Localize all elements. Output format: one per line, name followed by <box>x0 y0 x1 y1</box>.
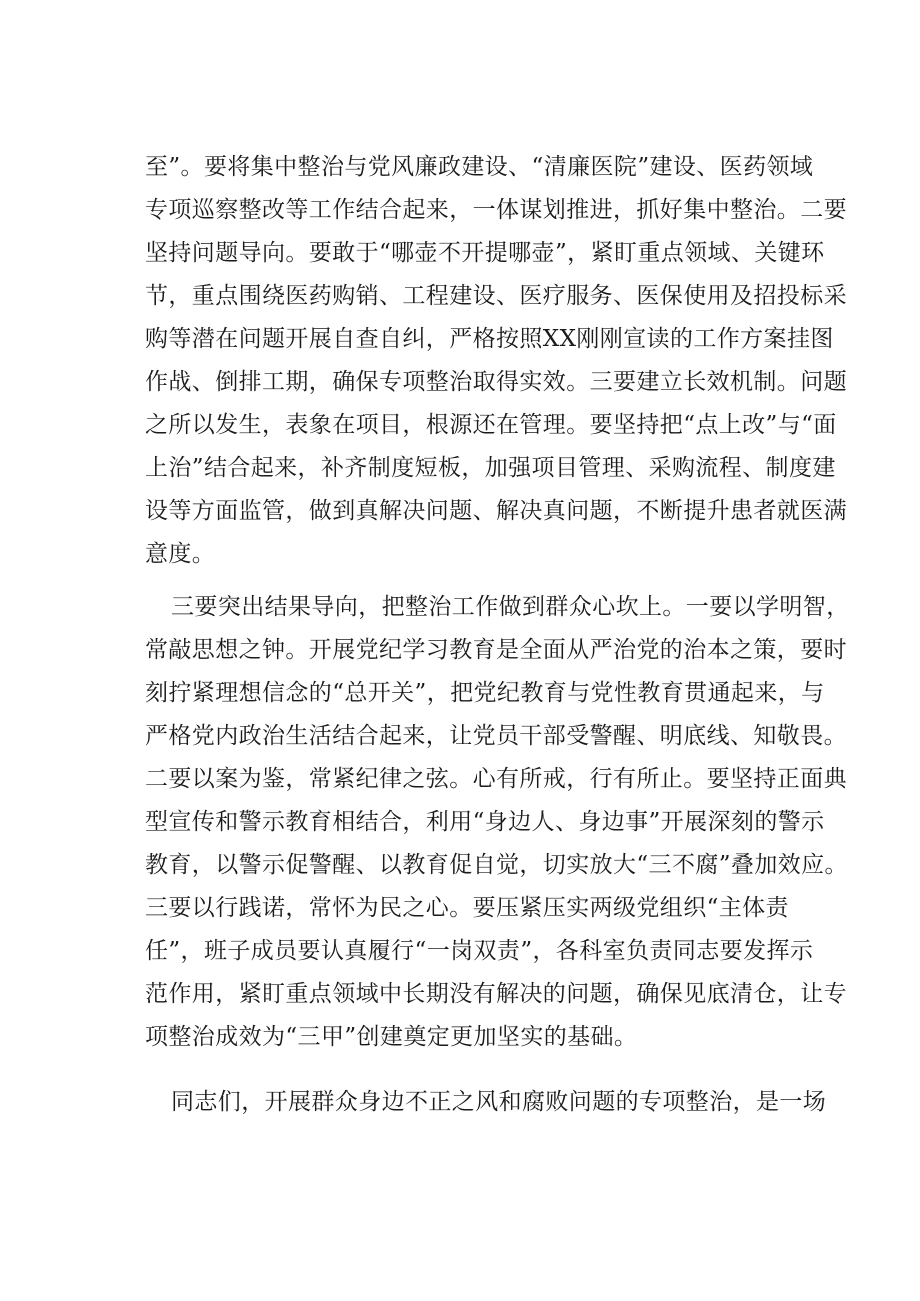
text-line: 刻拧紧理想信念的“总开关”，把党纪教育与党性教育贯通起来，与 <box>145 680 825 706</box>
text-line: 常敲思想之钟。开展党纪学习教育是全面从严治党的治本之策，要时 <box>145 637 847 663</box>
paragraph-first-line: 同志们，开展群众身边不正之风和腐败问题的专项整治，是一场 <box>171 1089 827 1115</box>
paragraph-first-line: 三要突出结果导向，把整治工作做到群众心坎上。一要以学明智， <box>171 594 850 620</box>
text-line: 节，重点围绕医药购销、工程建设、医疗服务、医保使用及招投标采 <box>145 283 847 309</box>
text-line: 三要以行践诺，常怀为民之心。要压紧压实两级党组织“主体责 <box>145 895 789 921</box>
text-line: 设等方面监管，做到真解决问题、解决真问题，不断提升患者就医满 <box>145 498 847 524</box>
text-line: 型宣传和警示教育相结合，利用“身边人、身边事”开展深刻的警示 <box>145 809 825 835</box>
text-line: 二要以案为鉴，常紧纪律之弦。心有所戒，行有所止。要坚持正面典 <box>145 766 847 792</box>
text-line: 至”。要将集中整治与党风廉政建设、“清廉医院”建设、医药领域 <box>145 154 814 180</box>
text-line: 任”，班子成员要认真履行“一岗双责”，各科室负责同志要发挥示 <box>145 938 814 964</box>
text-line: 范作用，紧盯重点领域中长期没有解决的问题，确保见底清仓，让专 <box>145 981 847 1007</box>
text-line: 项整治成效为“三甲”创建奠定更加坚实的基础。 <box>145 1024 638 1050</box>
text-line: 购等潜在问题开展自查自纠，严格按照XX刚刚宣读的工作方案挂图 <box>145 326 834 352</box>
text-line: 专项巡察整改等工作结合起来，一体谋划推进，抓好集中整治。二要 <box>145 197 847 223</box>
text-line: 上治”结合起来，补齐制度短板，加强项目管理、采购流程、制度建 <box>145 455 836 481</box>
text-line: 作战、倒排工期，确保专项整治取得实效。三要建立长效机制。问题 <box>145 369 847 395</box>
text-line: 教育，以警示促警醒、以教育促自觉，切实放大“三不腐”叠加效应。 <box>145 852 848 878</box>
text-line: 严格党内政治生活结合起来，让党员干部受警醒、明底线、知敬畏。 <box>145 723 847 749</box>
text-line: 意度。 <box>145 541 216 567</box>
text-line: 之所以发生，表象在项目，根源还在管理。要坚持把“点上改”与“面 <box>145 412 837 438</box>
text-line: 坚持问题导向。要敢于“哪壶不开提哪壶”，紧盯重点领域、关键环 <box>145 240 825 266</box>
